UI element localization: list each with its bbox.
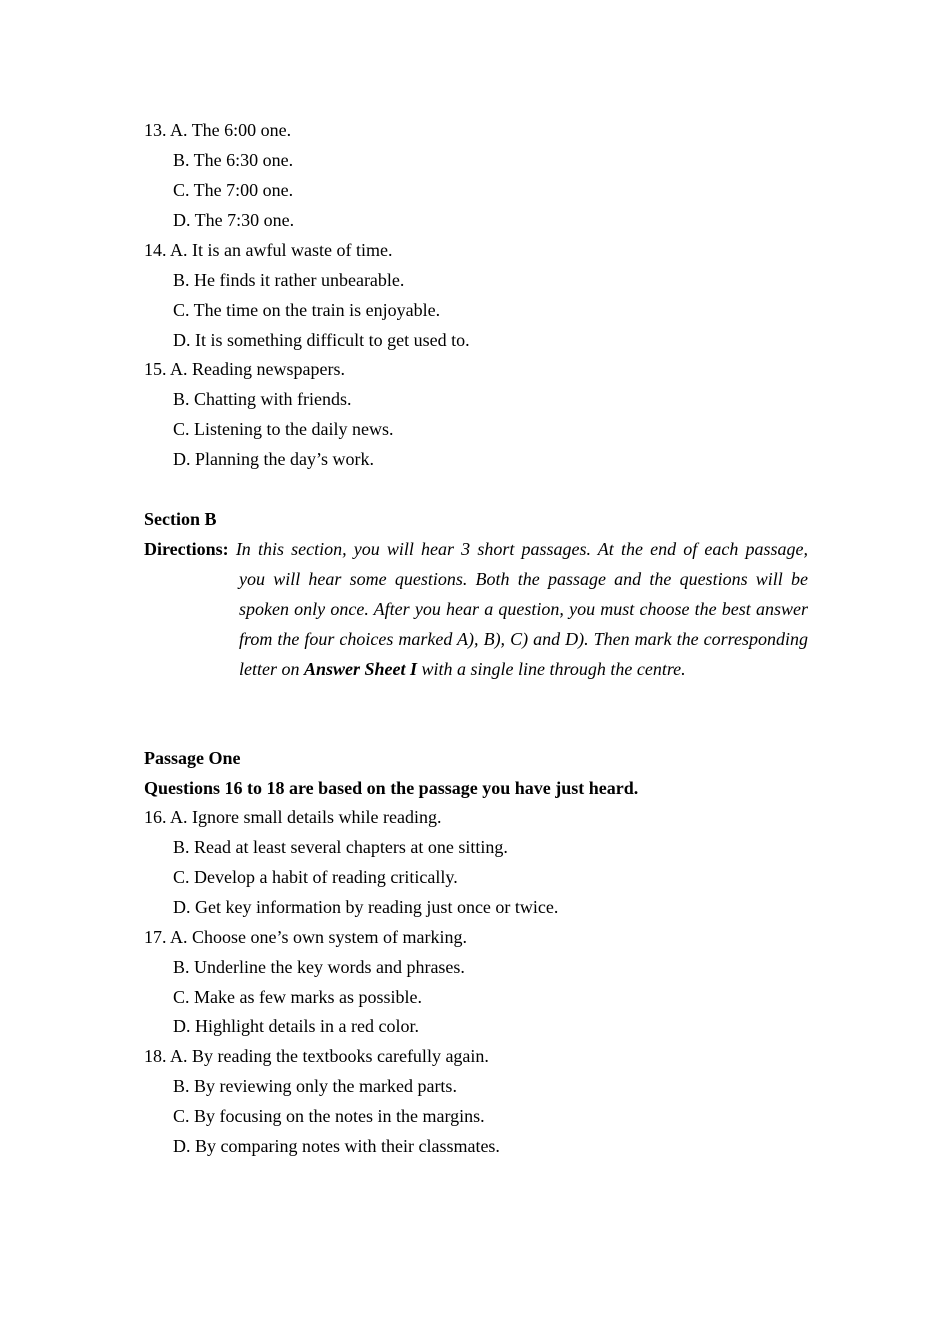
question-14-option-a xyxy=(144,235,392,265)
question-15-option-a xyxy=(144,354,345,384)
question-14-option-c: C. The time on the train is enjoyable. xyxy=(173,300,441,320)
option-text: A. By reading the textbooks carefully again. xyxy=(170,1046,489,1066)
option-text: A. The 6:00 one. xyxy=(170,120,292,140)
question-15-option-d: D. Planning the day’s work. xyxy=(173,449,374,469)
directions-label: Directions: xyxy=(144,539,229,559)
answer-sheet-label: Answer Sheet I xyxy=(304,659,418,679)
passage-one-title: Passage One xyxy=(144,748,241,768)
question-18-option-b: B. By reviewing only the marked parts. xyxy=(173,1076,457,1096)
option-text: A. Choose one’s own system of marking. xyxy=(170,927,467,947)
section-b-directions xyxy=(144,534,808,684)
question-17-option-a xyxy=(144,922,467,952)
directions-first-line xyxy=(144,534,808,564)
question-15-option-c: C. Listening to the daily news. xyxy=(173,419,394,439)
section-b-title: Section B xyxy=(144,509,217,529)
question-14-option-d: D. It is something difficult to get used to. xyxy=(173,330,470,350)
question-13-option-a xyxy=(144,115,291,145)
option-text: A. Reading newspapers. xyxy=(170,359,345,379)
question-13-option-d: D. The 7:30 one. xyxy=(173,210,295,230)
question-18-option-c: C. By focusing on the notes in the margins. xyxy=(173,1106,485,1126)
directions-text-first: In this section, you will hear 3 short passages. At the end of each passage, xyxy=(235,539,809,559)
directions-text-rest: you will hear some questions. Both the passage and the questions will be spoken only once. After you hear a question, you must choose the best answer from the four choices marked A), B), C) and D). Then mark the corresponding letter on xyxy=(239,569,808,679)
question-number: 16. xyxy=(144,807,167,827)
question-16-option-d: D. Get key information by reading just once or twice. xyxy=(173,897,559,917)
question-13-option-c: C. The 7:00 one. xyxy=(173,180,294,200)
question-number: 13. xyxy=(144,120,167,140)
question-18-option-a xyxy=(144,1041,489,1071)
option-text: A. Ignore small details while reading. xyxy=(170,807,442,827)
directions-body xyxy=(144,564,808,684)
question-16-option-b: B. Read at least several chapters at one sitting. xyxy=(173,837,508,857)
question-15-option-b: B. Chatting with friends. xyxy=(173,389,352,409)
question-17-option-b: B. Underline the key words and phrases. xyxy=(173,957,465,977)
question-number: 18. xyxy=(144,1046,167,1066)
question-18-option-d: D. By comparing notes with their classmates. xyxy=(173,1136,500,1156)
question-16-option-a xyxy=(144,802,441,832)
question-13-option-b: B. The 6:30 one. xyxy=(173,150,294,170)
option-text: A. It is an awful waste of time. xyxy=(170,240,393,260)
passage-one-instruction: Questions 16 to 18 are based on the passage you have just heard. xyxy=(144,778,639,798)
question-number: 14. xyxy=(144,240,167,260)
question-14-option-b: B. He finds it rather unbearable. xyxy=(173,270,405,290)
question-number: 17. xyxy=(144,927,167,947)
question-16-option-c: C. Develop a habit of reading critically. xyxy=(173,867,458,887)
question-17-option-c: C. Make as few marks as possible. xyxy=(173,987,422,1007)
question-number: 15. xyxy=(144,359,167,379)
question-17-option-d: D. Highlight details in a red color. xyxy=(173,1016,419,1036)
directions-text-end: with a single line through the centre. xyxy=(421,659,686,679)
